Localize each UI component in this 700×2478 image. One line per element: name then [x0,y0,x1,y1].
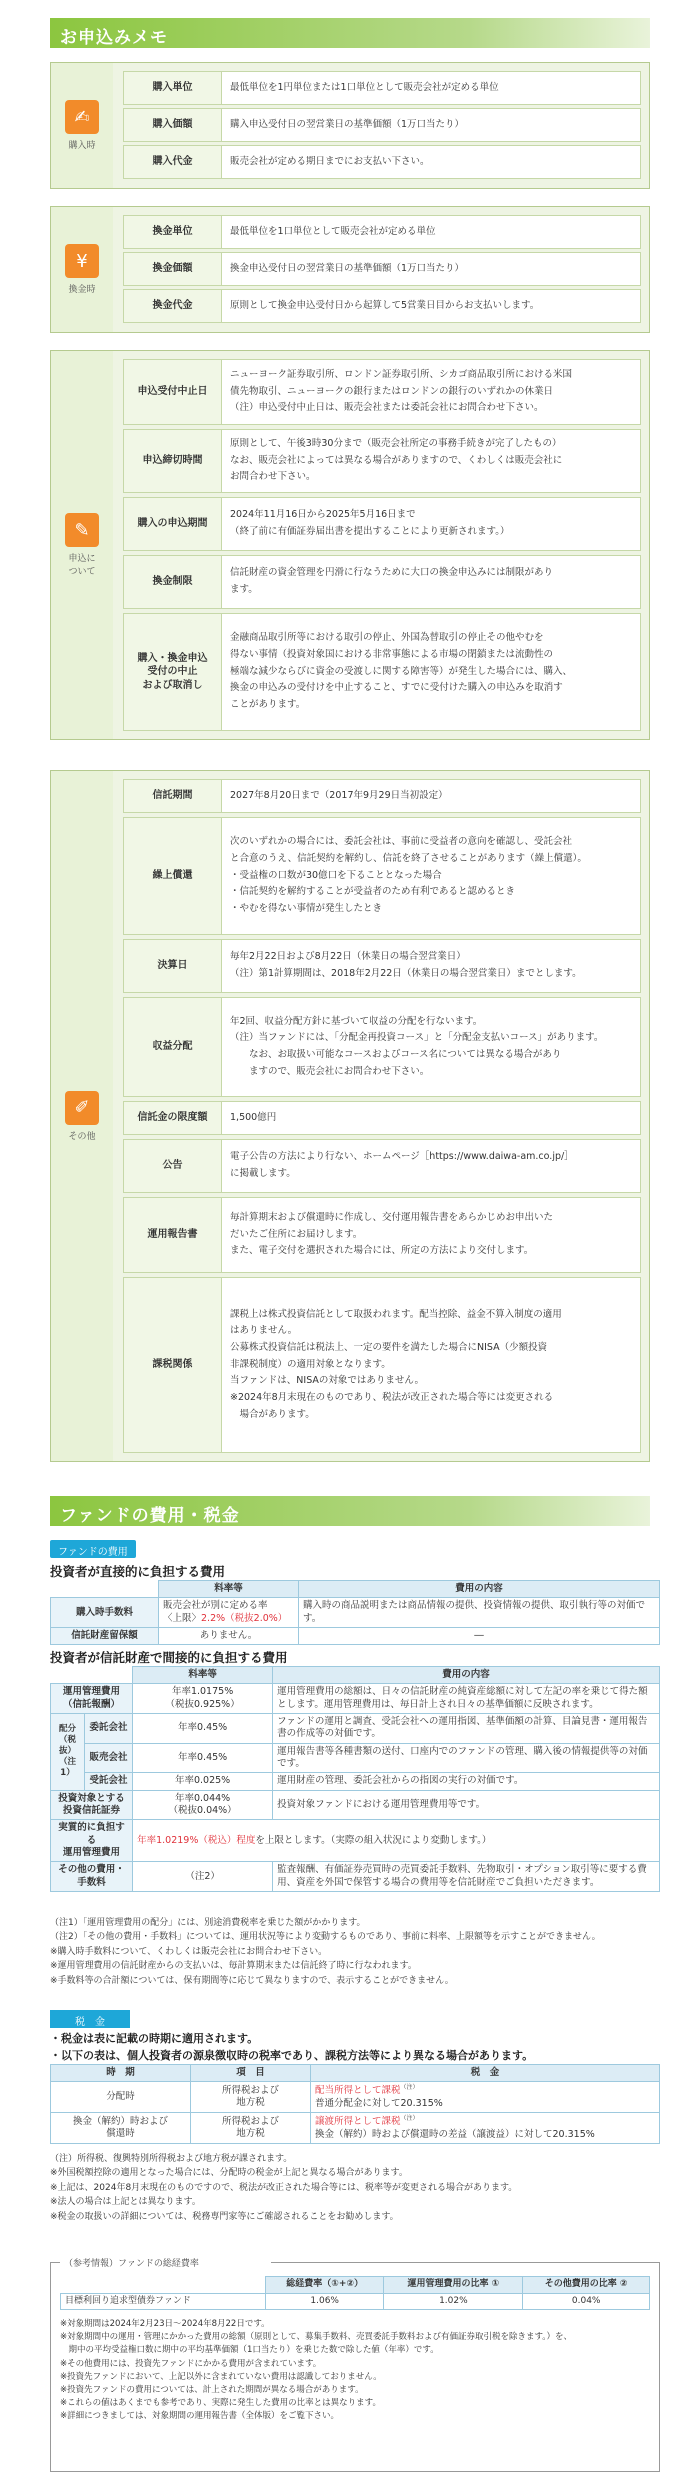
other-block [50,770,650,1462]
tax-tag: 税 金 [50,2010,130,2028]
direct-cost-table: 料率等 費用の内容 購入時手数料 販売会社が別に定める率 〈上限〉2.2%（税抜2.0%） 購入時の商品説明または商品情報の提供、投資情報の提供、取引執行等の対価です。 信託財産留保額 ありません。 ― [50,1580,660,1645]
expense-ratio-notes: ※対象期間は2024年2月23日～2024年8月22日です。 ※対象期間中の運用・管理にかかった費用の総額（原則として、募集手数料、売買委託手数料および有価証券取引税を除きます。）を、 期中の平均受益権口数に期中の平均基準価額（1口当たり）を乗じた数で除した値（年率）です。 ※その他費用には、投資先ファンドにかかる費用が含まれています。 ※投資先ファンドにおいて、上記以外に含まれていない費用は認識しておりません。 ※投資先ファンドの費用については、計上された期間が異なる場合があります。 ※これらの値はあくまでも参考であり、実際に発生した費用の比率とは異なります。 ※詳細につきましては、対象期間の運用報告書（全体版）をご覧下さい。 [60,2319,573,2422]
direct-cost-heading: 投資者が直接的に負担する費用 [50,1564,226,1579]
other-side-label: その他 [68,1131,96,1142]
apply-block [50,350,650,740]
memo-row: 購入の申込期間 2024年11月16日から2025年5月16日まで （終了前に有価証券届出書を提出することにより更新されます。） [123,497,641,551]
memo-row: 信託期間 2027年8月20日まで（2017年9月29日当初設定） [123,779,641,813]
memo-row: 購入・換金申込 受付の中止 および取消し 金融商品取引所等における取引の停止、外国為替取引の停止その他やむを 得ない事情（投資対象国における非常事態による市場の閉鎖または流動性の 極端な減少ならびに資金の受渡しに関する障害等）が発生した場合には、購入、 換金の申込みの受付けを中止すること、すでに受付けた購入の申込みを取消す ことがあります。 [123,613,641,731]
fees-notes: （注1）「運用管理費用の配分」には、別途消費税率を乗じた額がかかります。 （注2）「その他の費用・手数料」については、運用状況等により変動するものであり、事前に料率、上限額等を示すことができません。 ※購入時手数料について、くわしくは販売会社にお問合わせ下さい。 ※運用管理費用の信託財産からの支払いは、毎計算期末または信託終了時に行なわれます。 ※手数料等の合計額については、保有期間等に応じて異なりますので、表示することができません。 [50,1918,601,1986]
exchange-side-label: 換金時 [68,285,96,295]
tax-notes: （注）所得税、復興特別所得税および地方税が課されます。 ※外国税額控除の適用となった場合には、分配時の税金が上記と異なる場合があります。 ※上記は、2024年8月末現在のものですので、税法が改正された場合等には、税率等が変更される場合があります。 ※法人の場合は上記とは異なります。 ※税金の取扱いの詳細については、税務専門家等にご確認されることをお勧めします。 [50,2154,518,2222]
apply-icon: ✎ [65,513,99,547]
expense-ratio-table: 総経費率（①+②） 運用管理費用の比率 ① その他費用の比率 ② 目標利回り追求型債券ファンド 1.06% 1.02% 0.04% [60,2276,650,2310]
fees-tag: ファンドの費用 [50,1540,136,1558]
exchange-icon: ¥ [65,244,99,278]
tax-table: 時 期 項 目 税 金 分配時 所得税および 地方税 配当所得として課税$^{(注)}$ 普通分配金に対して20.315% 換金（解約）時および 償還時 所得税および 地方税 譲渡所得として課税$^{(注)}$ 換金（解約）時および償還時の差益（譲渡益）に対して20.315% [50,2064,660,2144]
table-row: 購入時手数料 販売会社が別に定める率 〈上限〉2.2%（税抜2.0%） 購入時の商品説明または商品情報の提供、投資情報の提供、取引執行等の対価です。 [51,1598,660,1628]
memo-row: 信託金の限度額 1,500億円 [123,1101,641,1135]
memo-row: 課税関係 課税上は株式投資信託として取扱われます。配当控除、益金不算入制度の適用 はありません。 公募株式投資信託は税法上、一定の要件を満たした場合にNISA（少額投資 非課税制度）の適用対象となります。 当ファンドは、NISAの対象ではありません。 ※2024年8月末現在のものであり、税法が改正された場合等には変更される 場合があります。 [123,1277,641,1453]
memo-title: お申込みメモ [50,18,650,48]
memo-row: 収益分配 年2回、収益分配方針に基づいて収益の分配を行ないます。 （注）当ファンドには、「分配金再投資コース」と「分配金支払いコース」があります。 なお、お取扱い可能なコースおよびコース名については異なる場合があり ますので、販売会社にお問合わせ下さい。 [123,997,641,1097]
table-row: その他の費用・ 手数料 （注2） 監査報酬、有価証券売買時の売買委託手数料、先物取引・オプション取引等に要する費用、資産を外国で保管する場合の費用等を信託財産でご負担いただきます。 [51,1862,660,1892]
table-row: 販売会社 年率0.45% 運用報告書等各種書類の送付、口座内でのファンドの管理、購入後の情報提供等の対価です。 [51,1743,660,1773]
tax-bullets: ・税金は表に記載の時期に適用されます。 ・以下の表は、個人投資者の源泉徴収時の税率であり、課税方法等により異なる場合があります。 [50,2032,534,2063]
table-row: 目標利回り追求型債券ファンド 1.06% 1.02% 0.04% [61,2293,650,2310]
table-row: 換金（解約）時および 償還時 所得税および 地方税 譲渡所得として課税$^{(注)}$ 換金（解約）時および償還時の差益（譲渡益）に対して20.315% [51,2113,660,2144]
table-row: 投資対象とする 投資信託証券 年率0.044% （税抜0.04%） 投資対象ファンドにおける運用管理費用等です。 [51,1790,660,1820]
table-row: 受託会社 年率0.025% 運用財産の管理、委託会社からの指図の実行の対価です。 [51,1773,660,1790]
memo-row: 繰上償還 次のいずれかの場合には、委託会社は、事前に受益者の意向を確認し、受託会社 と合意のうえ、信託契約を解約し、信託を終了させることがあります（繰上償還）。 ・受益権の口数が30億口を下ることとなった場合 ・信託契約を解約することが受益者のため有利であると認めるとき ・やむを得ない事情が発生したとき [123,817,641,935]
memo-row: 決算日 毎年2月22日および8月22日（休業日の場合翌営業日） （注）第1計算期間は、2018年2月22日（休業日の場合翌営業日）までとします。 [123,939,641,993]
memo-row: 換金制限 信託財産の資金管理を円滑に行なうために大口の換金申込みには制限があり ます。 [123,555,641,609]
memo-row: 公告 電子公告の方法により行ない、ホームページ［https://www.daiwa-am.co.jp/］ に掲載します。 [123,1139,641,1193]
apply-side-label: 申込に ついて [68,554,96,577]
memo-row: 購入価額 購入申込受付日の翌営業日の基準価額（1万口当たり） [123,108,641,142]
memo-row: 運用報告書 毎計算期末および償還時に作成し、交付運用報告書をあらかじめお申出いた だいたご住所にお届けします。 また、電子交付を選択された場合には、所定の方法により交付します。 [123,1197,641,1273]
other-icon: ✐ [65,1091,99,1125]
table-row: 運用管理費用 （信託報酬） 年率1.0175% （税抜0.925%） 運用管理費用の総額は、日々の信託財産の純資産総額に対して左記の率を乗じて得た額とします。運用管理費用は、毎日計上され日々の基準価額に反映されます。 [51,1684,660,1714]
purchase-icon: ✍ [65,100,99,134]
indirect-cost-heading: 投資者が信託財産で間接的に負担する費用 [50,1650,288,1665]
memo-row: 換金価額 換金申込受付日の翌営業日の基準価額（1万口当たり） [123,252,641,286]
table-row: 実質的に負担する 運用管理費用 年率1.0219%（税込）程度を上限とします。（実際の組入状況により変動します。） [51,1820,660,1862]
memo-row: 申込受付中止日 ニューヨーク証券取引所、ロンドン証券取引所、シカゴ商品取引所における米国 債先物取引、ニューヨークの銀行またはロンドンの銀行のいずれかの休業日 （注）申込受付中止日は、販売会社または委託会社にお問合わせ下さい。 [123,359,641,425]
table-row: 信託財産留保額 ありません。 ― [51,1628,660,1645]
fees-title: ファンドの費用・税金 [50,1496,650,1526]
memo-row: 購入単位 最低単位を1円単位または1口単位として販売会社が定める単位 [123,71,641,105]
purchase-block [50,62,650,189]
memo-row: 申込締切時間 原則として、午後3時30分まで（販売会社所定の事務手続きが完了したもの） なお、販売会社によっては異なる場合がありますので、くわしくは販売会社に お問合わせ下さい。 [123,429,641,493]
table-row: 配分 （税抜） （注1） 委託会社 年率0.45% ファンドの運用と調査、受託会社への運用指図、基準価額の計算、目論見書・運用報告書の作成等の対価です。 [51,1714,660,1744]
exchange-block [50,206,650,333]
indirect-cost-table: 料率等 費用の内容 運用管理費用 （信託報酬） 年率1.0175% （税抜0.925%） 運用管理費用の総額は、日々の信託財産の純資産総額に対して左記の率を乗じて得た額とします。運用管理費用は、毎日計上され日々の基準価額に反映されます。 配分 （税抜） （注1） 委託会社 年率0.45% ファンドの運用と調査、受託会社への運用指図、基準価額の計算、目論見書・運用報告書の作成等の対価です。 販売会社 年率0.45% 運用報告書等各種書類の送付、口座内でのファンドの管理、購入後の情報提供等の対価です。 受託会社 年率0.025% 運用財産の管理、委託会社からの指図の実行の対価です。 投資対象とする 投資信託証券 年率0.044% （税抜0.04%） 投資対象ファンドにおける運用管理費用等です。 実質的に負担する 運用管理費用 年率1.0219%（税込）程度を上限とします。（実際の組入状況により変動します。） その他の費用・ 手数料 （注2） 監査報酬、有価証券売買時の売買委託手数料、先物取引・オプション取引等に要する費用、資産を外国で保管する場合の費用等を信託財産でご負担いただきます。 [50,1666,660,1892]
table-row: 分配時 所得税および 地方税 配当所得として課税$^{(注)}$ 普通分配金に対して20.315% [51,2082,660,2113]
memo-row: 購入代金 販売会社が定める期日までにお支払い下さい。 [123,145,641,179]
purchase-side-label: 購入時 [68,141,96,151]
memo-row: 換金代金 原則として換金申込受付日から起算して5営業日目からお支払いします。 [123,289,641,323]
memo-row: 換金単位 最低単位を1口単位として販売会社が定める単位 [123,215,641,249]
expense-ratio-title: （参考情報）ファンドの総経費率 [60,2256,203,2269]
